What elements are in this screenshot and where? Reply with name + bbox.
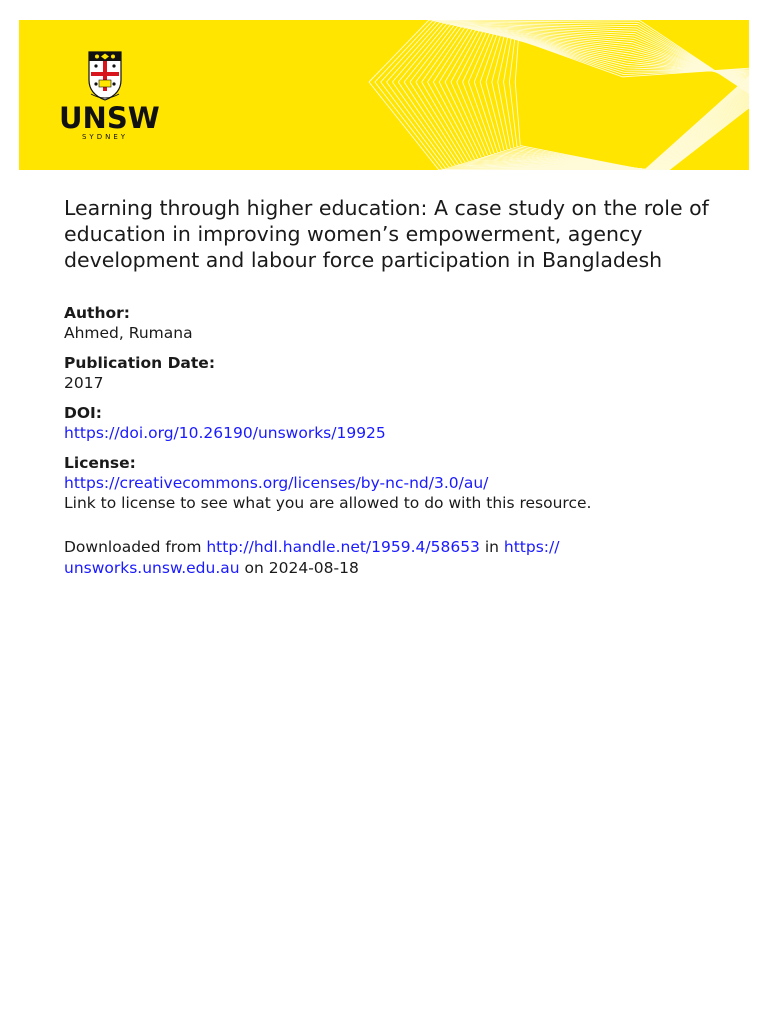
license-field	[64, 453, 714, 513]
banner-pattern-line	[416, 26, 749, 170]
banner-pattern-line	[422, 27, 749, 170]
download-suffix: on 2024-08-18	[239, 559, 359, 577]
document-title: Learning through higher education: A case study on the role of education in improving women’s empowerment, agency development and labour force participation in Bangladesh	[64, 196, 709, 272]
author-field	[64, 303, 714, 343]
repository-link-part2[interactable]: unsworks.unsw.edu.au	[64, 559, 240, 577]
author-value: Ahmed, Rumana	[64, 324, 193, 342]
download-statement	[64, 537, 714, 579]
date-value: 2017	[64, 374, 104, 392]
doi-label: DOI:	[64, 404, 103, 422]
logo-subtitle: SYDNEY	[81, 133, 129, 141]
author-label: Author:	[64, 304, 130, 322]
banner-pattern-line	[428, 28, 750, 170]
date-label: Publication Date:	[64, 354, 216, 372]
download-prefix: Downloaded from	[64, 538, 207, 556]
handle-link[interactable]: http://hdl.handle.net/1959.4/58653	[206, 538, 480, 556]
banner-pattern-line	[463, 32, 749, 170]
doi-field	[64, 403, 714, 443]
banner-pattern-line	[468, 33, 749, 170]
unsw-crest-icon	[87, 50, 123, 102]
header-banner	[19, 20, 749, 170]
license-note: Link to license to see what you are allowed to do with this resource.	[64, 494, 592, 512]
repository-link-part1[interactable]: https://	[503, 538, 560, 556]
download-middle: in	[479, 538, 504, 556]
document-content	[64, 195, 714, 579]
date-field	[64, 353, 714, 393]
license-link[interactable]: https://creativecommons.org/licenses/by-nc-nd/3.0/au/	[64, 474, 489, 492]
banner-pattern-line	[504, 38, 749, 170]
unsw-logo[interactable]	[59, 50, 160, 142]
license-label: License:	[64, 454, 136, 472]
doi-link[interactable]: https://doi.org/10.26190/unsworks/19925	[64, 424, 386, 442]
metadata-fields	[64, 303, 714, 513]
logo-wordmark: UNSW	[59, 101, 160, 135]
